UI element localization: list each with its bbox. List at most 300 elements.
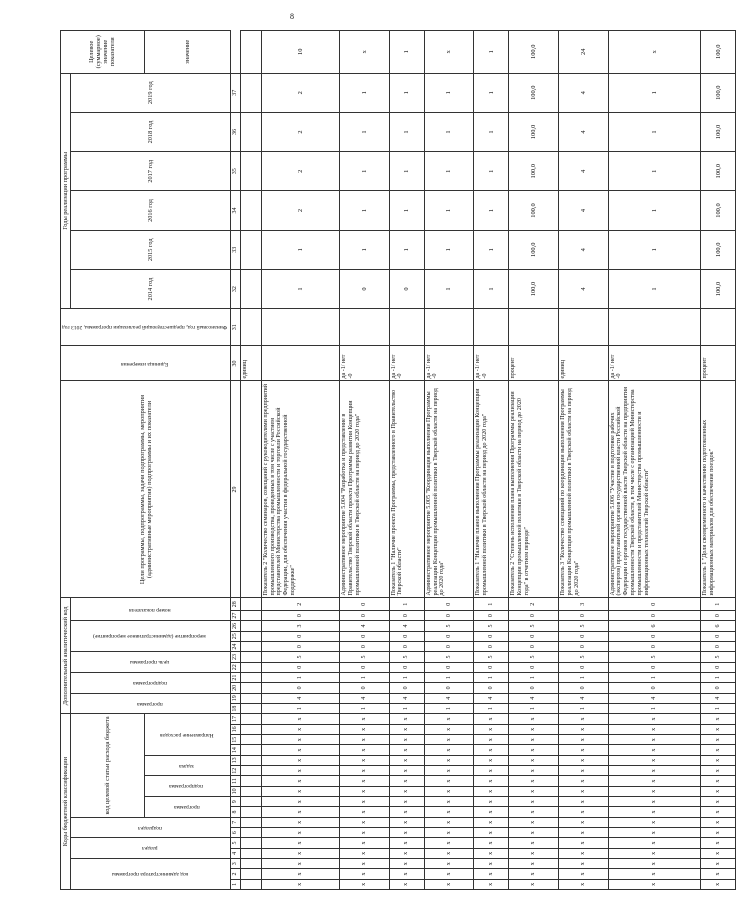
code-cell: x: [701, 735, 736, 745]
code-cell: x: [509, 735, 559, 745]
column-number: 14: [231, 745, 241, 755]
target-value-header: значение: [144, 31, 231, 74]
code-cell: x: [608, 879, 701, 889]
table-row: [241, 31, 262, 890]
unit-cell: да -1/ нет -0: [389, 346, 424, 381]
code-cell: 0: [608, 598, 701, 610]
code-cell: 0: [424, 662, 474, 672]
code-cell: x: [608, 817, 701, 827]
code-cell: [241, 631, 262, 641]
code-cell: x: [261, 786, 339, 796]
code-cell: 0: [424, 641, 474, 651]
code-cell: x: [474, 745, 509, 755]
code-cell: x: [389, 848, 424, 858]
year-value-cell: 1: [474, 230, 509, 269]
code-cell: 0: [389, 631, 424, 641]
code-cell: 1: [340, 672, 390, 682]
column-number: 19: [231, 693, 241, 703]
column-number: 9: [231, 797, 241, 807]
code-cell: x: [261, 848, 339, 858]
code-cell: x: [261, 724, 339, 734]
year-value-cell: 100,0: [701, 269, 736, 308]
year-value-cell: 1: [340, 112, 390, 151]
column-number: 34: [231, 191, 241, 230]
code-cell: x: [424, 735, 474, 745]
code-cell: x: [608, 755, 701, 765]
column-number: 30: [231, 346, 241, 381]
year-value-cell: 100,0: [701, 191, 736, 230]
code-cell: 4: [424, 693, 474, 703]
code-cell: x: [261, 745, 339, 755]
code-cell: 1: [389, 703, 424, 713]
goal-description: Показатель 2 "Степень исполнения плана выполнения Программы реализации Концепции промышленной политики в Тверской области на период до 2020 года" в отчетном периоде": [509, 381, 559, 598]
code-cell: x: [424, 786, 474, 796]
year-value-cell: 1: [474, 73, 509, 112]
year-2015-header: 2015 год: [71, 230, 231, 269]
code-cell: 6: [608, 621, 701, 631]
target-expense-article-header: код целевой статьи расхода бюджета: [71, 714, 145, 817]
code-cell: 5: [558, 652, 608, 662]
code-cell: x: [474, 807, 509, 817]
year-value-cell: 1: [389, 191, 424, 230]
code-cell: x: [608, 786, 701, 796]
column-number: 7: [231, 817, 241, 827]
column-number: 20: [231, 683, 241, 693]
year-value-cell: 0: [389, 269, 424, 308]
code-cell: 0: [509, 641, 559, 651]
code-cell: [241, 766, 262, 776]
code-cell: x: [509, 755, 559, 765]
column-number: 1: [231, 879, 241, 889]
code-cell: 0: [608, 610, 701, 620]
goal-description: Административное мероприятие 5.004 "Разработка и представление в Правительство Тверской области проекта Программы развития Концепции промышленной политики в Тверской области на период до 2020 года": [340, 381, 390, 598]
code-cell: 4: [261, 693, 339, 703]
code-cell: x: [509, 817, 559, 827]
table-row: [340, 31, 390, 890]
year-value-cell: 2: [261, 191, 339, 230]
year-value-cell: 100,0: [701, 152, 736, 191]
page-number: 8: [290, 12, 294, 21]
code-cell: 0: [261, 662, 339, 672]
column-number: 18: [231, 703, 241, 713]
year-value-cell: 1: [424, 191, 474, 230]
year-value-cell: 100,0: [701, 73, 736, 112]
code-cell: [241, 724, 262, 734]
code-cell: 0: [261, 641, 339, 651]
code-cell: x: [340, 838, 390, 848]
code-cell: x: [558, 848, 608, 858]
code-cell: [241, 735, 262, 745]
column-number: 37: [231, 73, 241, 112]
year-value-cell: 1: [424, 230, 474, 269]
code-cell: 4: [340, 693, 390, 703]
code-cell: x: [558, 797, 608, 807]
code-cell: x: [424, 828, 474, 838]
code-cell: x: [608, 735, 701, 745]
code-cell: 0: [261, 683, 339, 693]
code-cell: x: [424, 817, 474, 827]
column-number: 25: [231, 631, 241, 641]
code-cell: 4: [608, 693, 701, 703]
subprog-code-header: подпрограмма: [71, 672, 231, 693]
year-value-cell: 1: [340, 230, 390, 269]
year-value-cell: 1: [424, 112, 474, 151]
year-value-cell: 1: [474, 152, 509, 191]
year-value-cell: [241, 112, 262, 151]
table-row: [701, 31, 736, 890]
fin-year-cell: [340, 309, 390, 346]
code-cell: x: [340, 828, 390, 838]
code-cell: 4: [340, 621, 390, 631]
column-number: 15: [231, 735, 241, 745]
code-cell: 5: [509, 652, 559, 662]
year-value-cell: 1: [389, 112, 424, 151]
code-cell: 0: [389, 641, 424, 651]
code-cell: 5: [389, 652, 424, 662]
code-cell: x: [340, 786, 390, 796]
code-cell: x: [340, 797, 390, 807]
year-value-cell: [241, 269, 262, 308]
target-value-cell: 1: [474, 31, 509, 74]
code-cell: x: [558, 879, 608, 889]
code-cell: [241, 641, 262, 651]
code-cell: [241, 703, 262, 713]
target-value-cell: 100,0: [701, 31, 736, 74]
code-cell: x: [340, 745, 390, 755]
task-header: задача: [144, 755, 231, 776]
code-cell: x: [340, 817, 390, 827]
code-cell: 0: [340, 610, 390, 620]
year-value-cell: 1: [474, 191, 509, 230]
code-cell: [241, 652, 262, 662]
goal-description: Показатель 1 "Наличие планов выполнения Программы реализации Концепции промышленной политики в Тверской области на период до 2020 года": [474, 381, 509, 598]
code-cell: x: [608, 776, 701, 786]
code-cell: x: [701, 817, 736, 827]
column-number: 2: [231, 869, 241, 879]
code-cell: x: [340, 848, 390, 858]
code-cell: x: [701, 766, 736, 776]
column-number: 4: [231, 848, 241, 858]
code-cell: 2: [509, 598, 559, 610]
code-cell: x: [424, 879, 474, 889]
code-cell: 0: [340, 641, 390, 651]
code-cell: x: [509, 828, 559, 838]
code-cell: 1: [509, 703, 559, 713]
code-cell: x: [608, 859, 701, 869]
fin-year-cell: [558, 309, 608, 346]
column-number: 35: [231, 152, 241, 191]
code-cell: x: [474, 848, 509, 858]
code-cell: 1: [261, 672, 339, 682]
code-cell: x: [261, 735, 339, 745]
column-number: 5: [231, 838, 241, 848]
code-cell: 0: [701, 683, 736, 693]
code-cell: [241, 714, 262, 725]
code-cell: 0: [261, 610, 339, 620]
code-cell: [241, 693, 262, 703]
code-cell: x: [474, 817, 509, 827]
code-cell: x: [261, 859, 339, 869]
code-cell: x: [701, 807, 736, 817]
code-cell: x: [474, 797, 509, 807]
code-cell: 0: [424, 610, 474, 620]
code-cell: 1: [701, 672, 736, 682]
code-cell: x: [701, 776, 736, 786]
code-cell: 1: [340, 703, 390, 713]
code-cell: x: [608, 766, 701, 776]
code-cell: [241, 786, 262, 796]
code-cell: x: [558, 869, 608, 879]
code-cell: 5: [474, 621, 509, 631]
code-cell: x: [558, 735, 608, 745]
table-body: [241, 31, 736, 890]
code-cell: x: [701, 828, 736, 838]
code-cell: x: [424, 838, 474, 848]
column-number: 31: [231, 309, 241, 346]
target-value-cell: [241, 31, 262, 74]
code-cell: x: [701, 869, 736, 879]
code-cell: 4: [389, 693, 424, 703]
code-cell: x: [389, 797, 424, 807]
year-2018-header: 2018 год: [71, 112, 231, 151]
year-value-cell: 1: [424, 269, 474, 308]
code-cell: x: [389, 735, 424, 745]
goal-description: Административное мероприятие 5.006 "Участие в подготовке рабочих (экспертов) представителей органов государственной власти Российской Федерации и органов государственной власти Тверской области на предприятия промышленности Тверской области, в том числе с организацией Министерства промышленности и представителей Министерства промышленности и информационных технологий Тверской области": [608, 381, 701, 598]
year-value-cell: 1: [474, 112, 509, 151]
year-value-cell: 2: [261, 112, 339, 151]
code-cell: x: [558, 786, 608, 796]
code-cell: x: [340, 724, 390, 734]
year-2017-header: 2017 год: [71, 152, 231, 191]
year-value-cell: [241, 73, 262, 112]
code-cell: 0: [261, 631, 339, 641]
year-value-cell: 4: [558, 269, 608, 308]
goal-description: Показатель 3 "Количество совещаний по координации выполнения Программы реализации Концепции промышленной политики в Тверской области на период до 2020 года": [558, 381, 608, 598]
fin-year-cell: [509, 309, 559, 346]
year-value-cell: 4: [558, 152, 608, 191]
column-number: 33: [231, 230, 241, 269]
code-cell: x: [701, 838, 736, 848]
code-cell: 0: [474, 631, 509, 641]
code-cell: x: [261, 755, 339, 765]
code-cell: x: [340, 776, 390, 786]
code-cell: 1: [424, 672, 474, 682]
code-cell: [241, 610, 262, 620]
column-number: 8: [231, 807, 241, 817]
year-value-cell: 100,0: [509, 230, 559, 269]
target-value-cell: x: [608, 31, 701, 74]
code-cell: 1: [424, 703, 474, 713]
code-cell: x: [340, 879, 390, 889]
code-cell: x: [424, 755, 474, 765]
fin-year-header: Финансовый год, предшествующий реализации программы, 2013 год: [61, 309, 231, 346]
year-value-cell: 1: [608, 191, 701, 230]
unit-cell: да -1/ нет -0: [340, 346, 390, 381]
code-cell: 3: [558, 598, 608, 610]
code-cell: x: [261, 828, 339, 838]
column-number: 10: [231, 786, 241, 796]
table-row: [261, 31, 339, 890]
code-cell: x: [509, 724, 559, 734]
code-cell: x: [558, 838, 608, 848]
code-cell: 0: [558, 683, 608, 693]
code-cell: x: [558, 817, 608, 827]
column-number: 26: [231, 621, 241, 631]
code-cell: x: [509, 797, 559, 807]
code-cell: 0: [474, 662, 509, 672]
rotated-table-wrapper: [60, 30, 722, 890]
code-cell: [241, 621, 262, 631]
code-cell: x: [474, 879, 509, 889]
code-cell: [241, 848, 262, 858]
code-cell: 0: [701, 610, 736, 620]
code-cell: x: [474, 735, 509, 745]
code-cell: 1: [261, 703, 339, 713]
code-cell: x: [474, 786, 509, 796]
section-header: раздел: [71, 838, 231, 859]
goal-description: Административное мероприятие 5.005 "Координация выполнения Программы реализации Концепции промышленной политики в Тверской области на период до 2020 года": [424, 381, 474, 598]
year-value-cell: [241, 191, 262, 230]
year-value-cell: 100,0: [509, 152, 559, 191]
gov-admin-code-header: код администратора программы: [71, 859, 231, 890]
year-value-cell: 1: [389, 230, 424, 269]
code-cell: 5: [424, 621, 474, 631]
code-cell: x: [608, 714, 701, 725]
code-cell: x: [558, 724, 608, 734]
code-cell: 0: [509, 631, 559, 641]
code-cell: 0: [424, 598, 474, 610]
code-cell: 0: [340, 662, 390, 672]
table-row: [509, 31, 559, 890]
code-cell: x: [474, 776, 509, 786]
code-cell: x: [389, 724, 424, 734]
code-cell: x: [340, 766, 390, 776]
column-number: 12: [231, 766, 241, 776]
code-cell: [241, 598, 262, 610]
year-value-cell: 1: [424, 73, 474, 112]
column-number: 27: [231, 610, 241, 620]
code-cell: 0: [558, 662, 608, 672]
code-cell: 0: [558, 610, 608, 620]
year-value-cell: 100,0: [509, 112, 559, 151]
code-cell: x: [389, 838, 424, 848]
code-cell: 0: [608, 641, 701, 651]
fin-year-cell: [241, 309, 262, 346]
code-cell: 5: [558, 621, 608, 631]
code-cell: 0: [509, 683, 559, 693]
code-cell: [241, 859, 262, 869]
target-value-cell: x: [340, 31, 390, 74]
unit-cell: да -1/ нет -0: [474, 346, 509, 381]
year-value-cell: 100,0: [701, 230, 736, 269]
target-value-cell: x: [424, 31, 474, 74]
code-cell: 5: [474, 652, 509, 662]
code-cell: 0: [701, 641, 736, 651]
year-value-cell: 1: [389, 152, 424, 191]
column-numbers-row: [231, 31, 241, 890]
code-cell: x: [509, 838, 559, 848]
code-cell: x: [558, 766, 608, 776]
code-cell: x: [261, 766, 339, 776]
code-cell: x: [389, 859, 424, 869]
code-cell: 1: [474, 598, 509, 610]
code-cell: x: [558, 776, 608, 786]
code-cell: 0: [509, 662, 559, 672]
year-value-cell: 100,0: [509, 73, 559, 112]
code-cell: x: [424, 714, 474, 725]
code-cell: 0: [558, 631, 608, 641]
year-value-cell: 0: [340, 269, 390, 308]
subsection-header: подраздел: [71, 817, 231, 838]
code-cell: x: [509, 714, 559, 725]
year-value-cell: 2: [261, 152, 339, 191]
year-value-cell: 1: [608, 73, 701, 112]
code-cell: x: [509, 879, 559, 889]
code-cell: 2: [261, 598, 339, 610]
code-cell: x: [261, 879, 339, 889]
code-cell: x: [261, 776, 339, 786]
code-cell: x: [389, 745, 424, 755]
fin-year-cell: [608, 309, 701, 346]
code-cell: [241, 683, 262, 693]
code-cell: 0: [701, 631, 736, 641]
code-cell: x: [509, 786, 559, 796]
code-cell: x: [509, 776, 559, 786]
code-cell: x: [424, 859, 474, 869]
code-cell: x: [701, 848, 736, 858]
code-cell: x: [701, 879, 736, 889]
code-cell: 4: [701, 693, 736, 703]
code-cell: [241, 755, 262, 765]
year-value-cell: 100,0: [509, 191, 559, 230]
year-value-cell: [241, 152, 262, 191]
code-cell: 0: [389, 610, 424, 620]
code-cell: x: [509, 869, 559, 879]
code-cell: 0: [608, 631, 701, 641]
target-value-cell: 24: [558, 31, 608, 74]
year-value-cell: 1: [608, 269, 701, 308]
code-cell: 1: [701, 703, 736, 713]
code-cell: 1: [608, 703, 701, 713]
code-cell: x: [608, 838, 701, 848]
unit-cell: процент: [701, 346, 736, 381]
code-cell: [241, 672, 262, 682]
code-cell: x: [701, 714, 736, 725]
code-cell: x: [608, 797, 701, 807]
column-number: 22: [231, 662, 241, 672]
code-cell: 0: [608, 683, 701, 693]
code-cell: x: [474, 838, 509, 848]
code-cell: x: [608, 807, 701, 817]
year-2014-header: 2014 год: [71, 269, 231, 308]
code-cell: x: [424, 766, 474, 776]
program-indicators-table: [60, 30, 736, 890]
code-cell: x: [558, 859, 608, 869]
code-cell: x: [509, 745, 559, 755]
code-cell: [241, 776, 262, 786]
code-cell: 5: [340, 652, 390, 662]
column-number: 3: [231, 859, 241, 869]
code-cell: x: [701, 859, 736, 869]
table-row: [608, 31, 701, 890]
code-cell: x: [389, 817, 424, 827]
code-cell: x: [424, 797, 474, 807]
code-cell: 0: [474, 641, 509, 651]
code-cell: x: [389, 714, 424, 725]
unit-header: Единица измерения: [61, 346, 231, 381]
code-cell: x: [261, 807, 339, 817]
event-number-header: номер показателя: [71, 598, 231, 621]
